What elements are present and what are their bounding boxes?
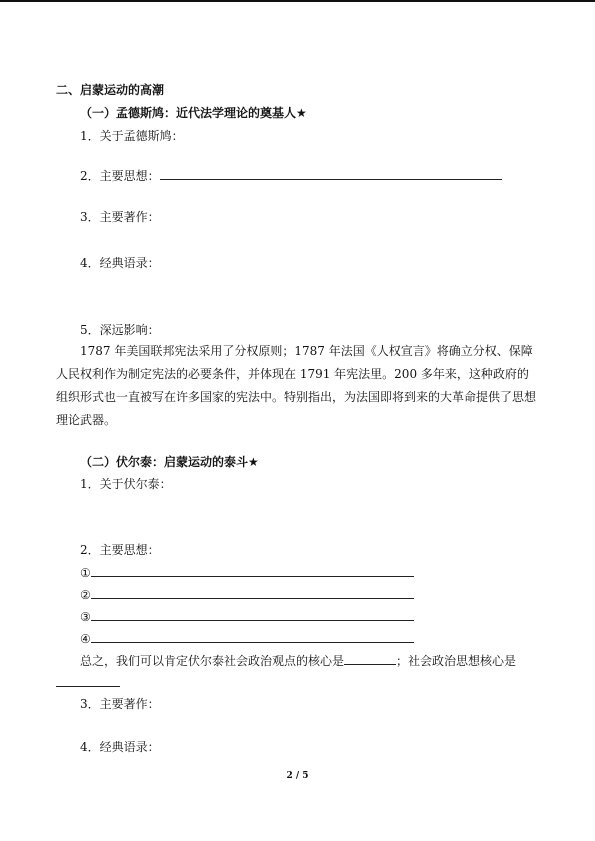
item-main-ideas-label: 2．主要思想： <box>80 169 160 183</box>
item-about-voltaire: 1．关于伏尔泰： <box>80 477 172 491</box>
answer-blank[interactable] <box>91 609 414 621</box>
page-number: 2 / 5 <box>286 771 309 781</box>
header-rule <box>0 0 595 2</box>
summary-continuation <box>56 675 120 690</box>
item-main-ideas <box>80 168 502 183</box>
answer-blank[interactable] <box>91 587 414 599</box>
answer-blank[interactable] <box>56 675 120 687</box>
item-about-montesquieu: 1．关于孟德斯鸠： <box>80 129 184 143</box>
summary-text-b: ；社会政治思想核心是 <box>396 654 517 668</box>
point-marker: ② <box>80 588 91 602</box>
answer-blank[interactable] <box>344 653 396 665</box>
point-3 <box>80 609 414 624</box>
section-heading: 二、启蒙运动的高潮 <box>56 83 165 97</box>
subsection-title-montesquieu: （一）孟德斯鸠：近代法学理论的奠基人★ <box>80 106 307 120</box>
item-voltaire-quotes: 4．经典语录： <box>80 740 160 754</box>
point-1 <box>80 565 414 580</box>
answer-blank[interactable] <box>160 168 502 180</box>
summary-line <box>80 653 516 668</box>
answer-blank[interactable] <box>91 631 414 643</box>
impact-paragraph: 1787 年美国联邦宪法采用了分权原则；1787 年法国《人权宣言》将确立分权、保障人民权利作为制定宪法的必要条件，并体现在 1791 年宪法里。200 多年来，这种政府的组织形式也一直被写在许多国家的宪法中。特别指出，为法国即将到来的大革命提供了思想理论武器。 <box>56 344 537 427</box>
point-4 <box>80 631 414 646</box>
point-marker: ① <box>80 566 91 580</box>
summary-text-a: 总之，我们可以肯定伏尔泰社会政治观点的核心是 <box>80 654 345 668</box>
item-voltaire-ideas: 2．主要思想： <box>80 543 160 557</box>
point-marker: ③ <box>80 610 91 624</box>
answer-blank[interactable] <box>91 565 414 577</box>
item-voltaire-works: 3．主要著作： <box>80 697 160 711</box>
subsection-title-voltaire: （二）伏尔泰：启蒙运动的泰斗★ <box>80 455 259 469</box>
point-marker: ④ <box>80 632 91 646</box>
item-main-works: 3．主要著作： <box>80 210 160 224</box>
item-far-reaching-impact: 5．深远影响： <box>80 323 160 337</box>
point-2 <box>80 587 414 602</box>
item-classic-quotes: 4．经典语录： <box>80 256 160 270</box>
